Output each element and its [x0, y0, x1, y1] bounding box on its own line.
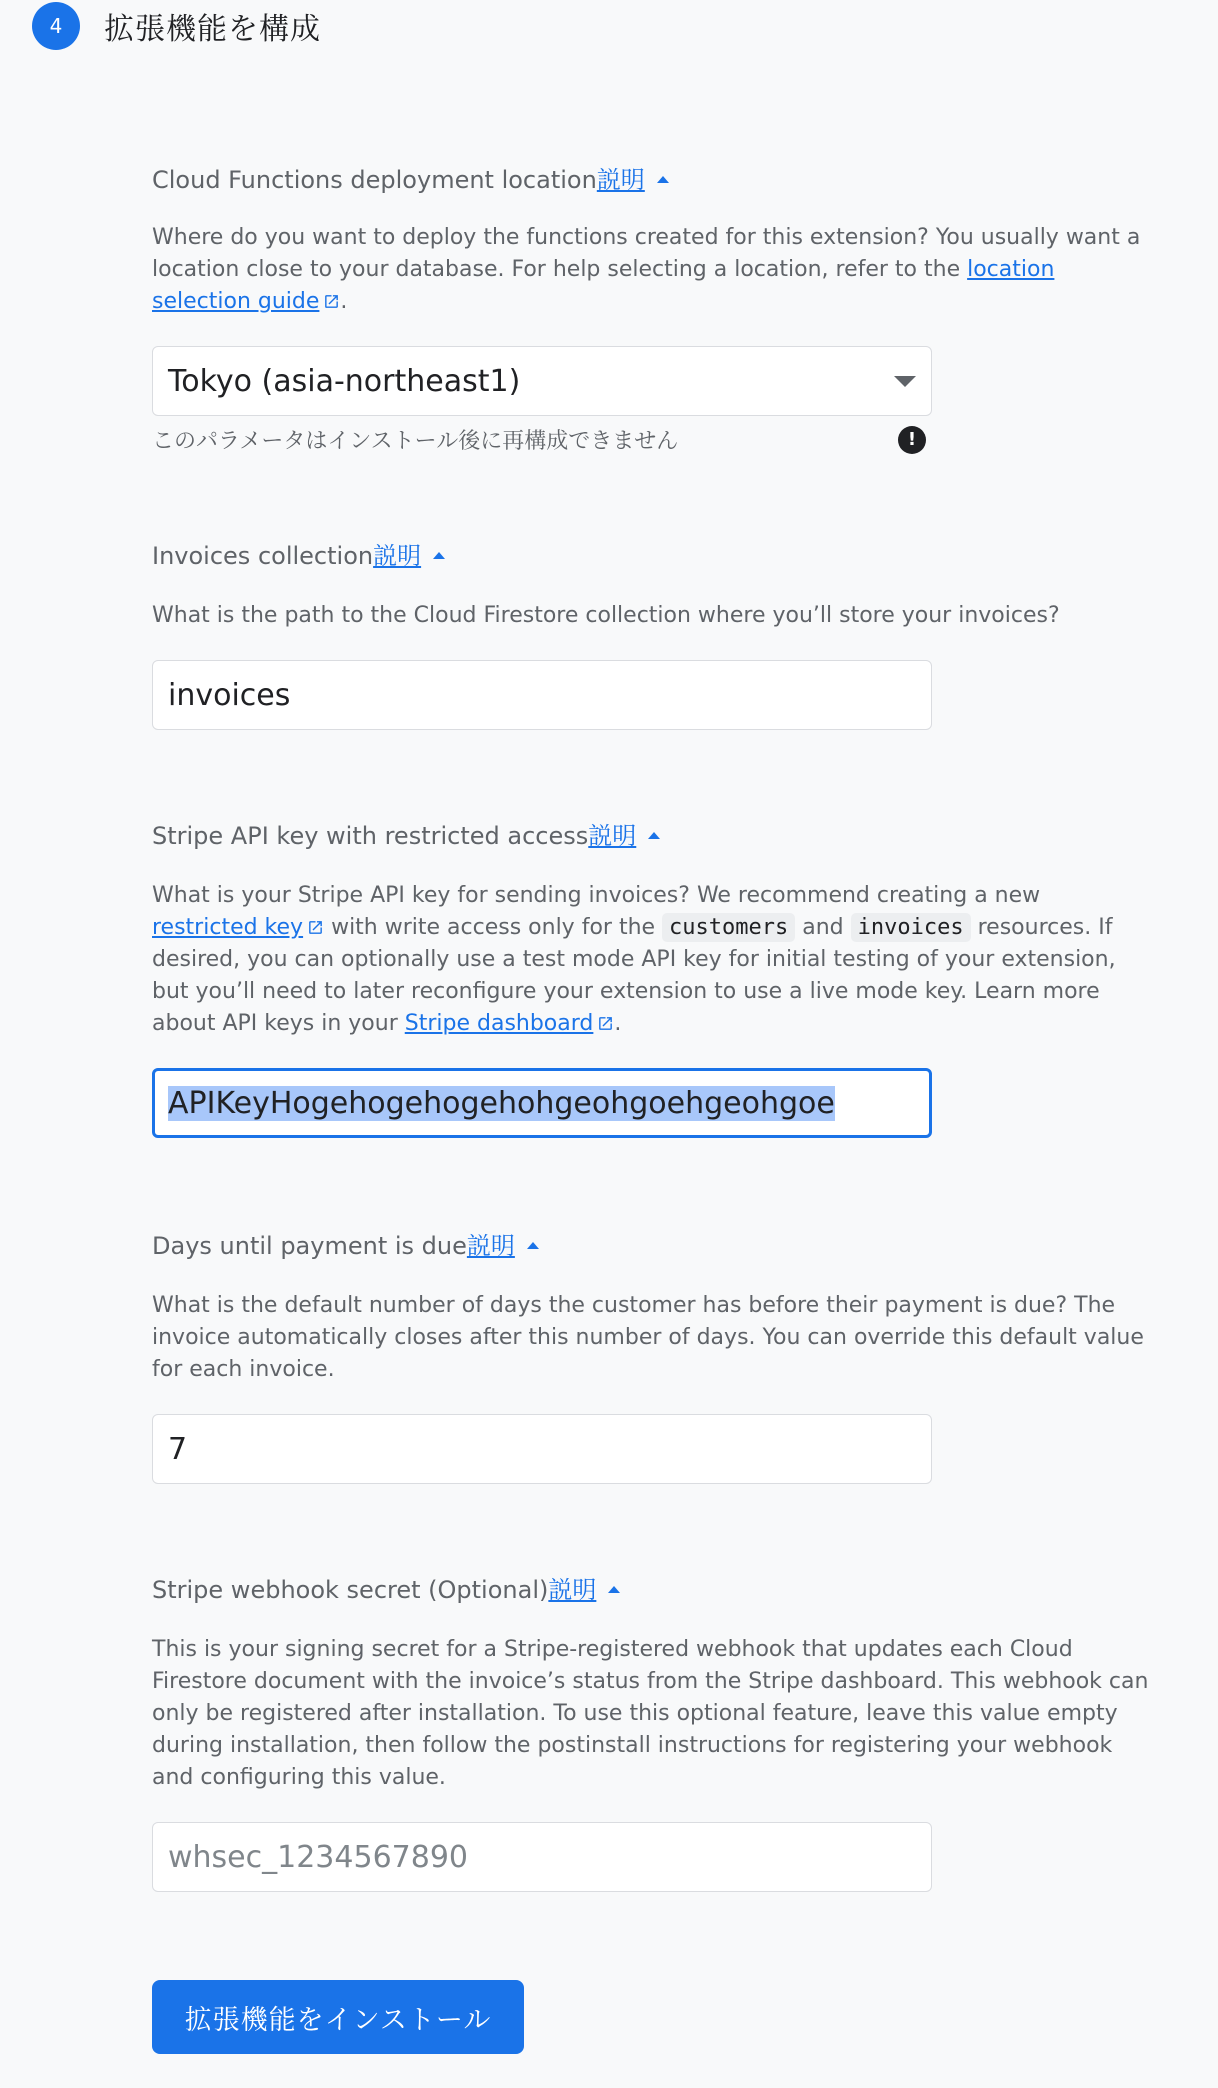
webhook-description: This is your signing secret for a Stripe-registered webhook that updates each Cloud Firestore document with the invoice’s status from the Stripe dashboard. This webhook can only be registered after installation. To use this optional feature, leave this value empty during installation, then follow the postinstall instructions for registering your webhook and configuring this value. [152, 1637, 1149, 1790]
invoices-section [152, 540, 1152, 730]
caret-up-icon[interactable] [527, 1242, 539, 1249]
api-key-section [152, 820, 1152, 1138]
invoices-description: What is the path to the Cloud Firestore collection where you’ll store your invoices? [152, 603, 1060, 628]
api-key-description [152, 880, 1152, 1040]
code-customers: customers [662, 913, 795, 942]
webhook-explain-link[interactable]: 説明 [548, 1576, 597, 1604]
step-number-badge: 4 [32, 2, 80, 50]
location-section [152, 164, 1152, 455]
api-key-label: Stripe API key with restricted access [152, 822, 589, 850]
location-explain-link[interactable]: 説明 [596, 166, 645, 194]
location-desc-end: . [340, 289, 348, 314]
caret-up-icon[interactable] [657, 176, 669, 183]
location-guide-link[interactable]: location selection guide [152, 257, 1055, 314]
warning-icon: ! [898, 426, 926, 454]
invoices-input[interactable] [152, 660, 932, 730]
stripe-dashboard-link[interactable]: Stripe dashboard [404, 1011, 594, 1036]
restricted-key-link[interactable]: restricted key [152, 915, 304, 940]
caret-up-icon[interactable] [433, 552, 445, 559]
step-header [32, 0, 321, 52]
days-due-label-row [152, 1230, 1152, 1262]
api-key-input[interactable] [152, 1068, 932, 1138]
invoices-input-value: invoices [168, 677, 291, 713]
location-hint: このパラメータはインストール後に再構成できません [152, 429, 679, 454]
invoices-label: Invoices collection [152, 542, 374, 570]
days-due-description: What is the default number of days the customer has before their payment is due? The invoice automatically closes after this number of days. You can override this default value for each invoice. [152, 1293, 1144, 1382]
api-key-label-row [152, 820, 1152, 852]
webhook-secret-input[interactable] [152, 1822, 932, 1892]
caret-up-icon[interactable] [608, 1586, 620, 1593]
webhook-label-row [152, 1574, 1152, 1606]
external-link-icon[interactable] [323, 293, 340, 310]
api-key-desc-text: What is your Stripe API key for sending invoices? We recommend creating a new [152, 883, 1041, 908]
api-key-desc-text: and [795, 915, 851, 940]
step-title: 拡張機能を構成 [104, 12, 321, 47]
api-key-desc-text: resources. If desired, you can optionally use a test mode API key for initial testing of your extension, but you’ll need to later reconfigure your extension to use a live mode key. Learn more about API keys in your [152, 915, 1116, 1036]
webhook-section [152, 1574, 1152, 1892]
location-label-row [152, 164, 1152, 196]
days-due-label: Days until payment is due [152, 1232, 467, 1260]
location-description [152, 222, 1152, 318]
api-key-desc-end: . [614, 1011, 622, 1036]
location-select[interactable] [152, 346, 932, 416]
days-due-explain-link[interactable]: 説明 [466, 1232, 515, 1260]
webhook-secret-placeholder: whsec_1234567890 [168, 1839, 468, 1875]
days-due-input[interactable] [152, 1414, 932, 1484]
external-link-icon[interactable] [307, 919, 324, 936]
webhook-label: Stripe webhook secret (Optional) [152, 1576, 549, 1604]
invoices-explain-link[interactable]: 説明 [373, 542, 422, 570]
install-extension-button[interactable]: 拡張機能をインストール [152, 1980, 524, 2054]
location-select-value: Tokyo (asia-northeast1) [168, 363, 521, 399]
location-label: Cloud Functions deployment location [152, 166, 597, 194]
api-key-input-value: APIKeyHogehogehogehohgeohgoehgeohgoe [168, 1085, 835, 1121]
location-desc-text: Where do you want to deploy the functions created for this extension? You usually want a location close to your database. For help selecting a location, refer to the [152, 225, 1141, 282]
caret-up-icon[interactable] [648, 832, 660, 839]
days-due-section [152, 1230, 1152, 1484]
invoices-label-row [152, 540, 1152, 572]
days-due-input-value: 7 [168, 1431, 188, 1467]
location-hint-row [152, 424, 932, 455]
external-link-icon[interactable] [597, 1015, 614, 1032]
code-invoices: invoices [851, 913, 971, 942]
dropdown-arrow-icon[interactable] [894, 376, 916, 387]
api-key-desc-text: with write access only for the [324, 915, 663, 940]
api-key-explain-link[interactable]: 説明 [588, 822, 637, 850]
